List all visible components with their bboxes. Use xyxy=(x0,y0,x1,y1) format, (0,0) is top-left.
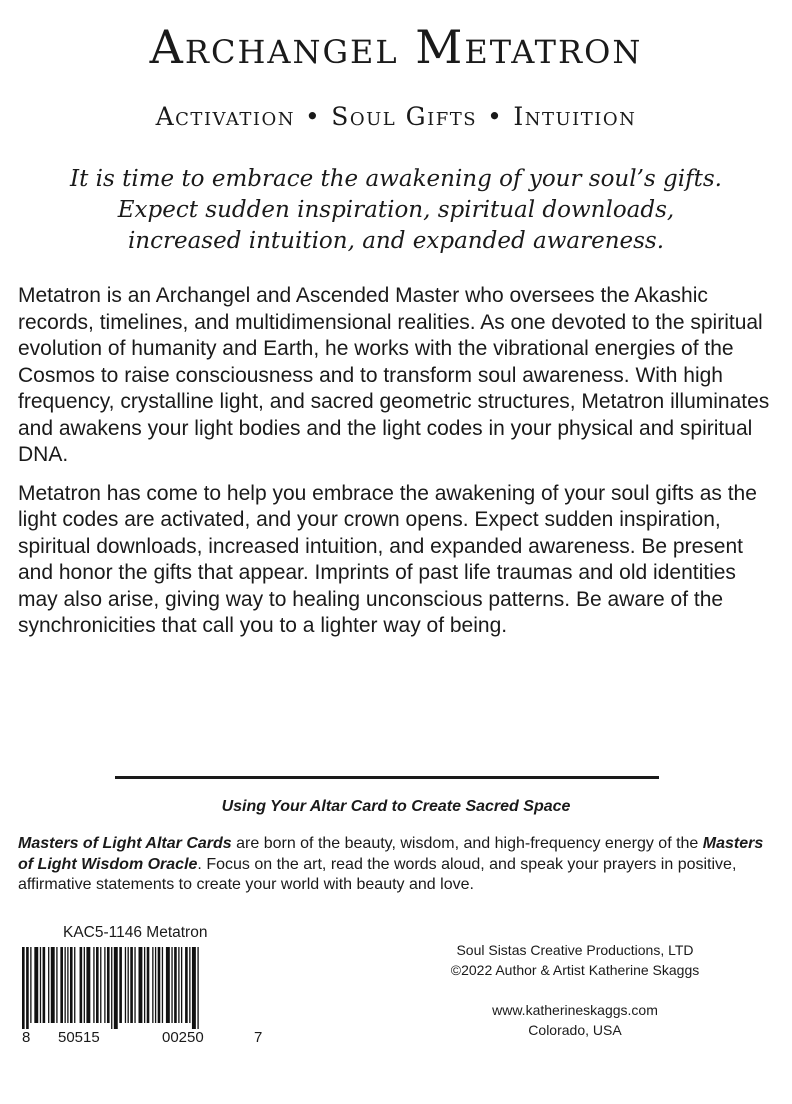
card-description xyxy=(18,283,778,652)
barcode-bar xyxy=(166,947,170,1023)
card-subtitle xyxy=(0,102,792,131)
barcode-bar xyxy=(189,947,190,1023)
barcode-bar xyxy=(174,947,177,1023)
barcode-bar xyxy=(107,947,110,1023)
barcode-bar xyxy=(152,947,153,1023)
barcode-digit-group: 50515 xyxy=(58,1029,100,1046)
publisher-info xyxy=(410,940,740,1040)
barcode-bar xyxy=(155,947,156,1023)
barcode-bar xyxy=(74,947,75,1023)
subtitle-separator: • xyxy=(487,102,504,131)
barcode-bar xyxy=(70,947,73,1023)
subtitle-item-activation: Activation xyxy=(155,102,295,131)
barcode-bar xyxy=(171,947,172,1023)
product-line-name: Masters of Light Altar Cards xyxy=(18,835,232,852)
barcode-bar xyxy=(30,947,31,1023)
publisher-website: www.katherineskaggs.com xyxy=(492,1002,658,1018)
barcode-bar xyxy=(125,947,126,1023)
barcode-bar xyxy=(158,947,161,1023)
card-title: Archangel Metatron xyxy=(149,20,643,74)
altar-card-blurb xyxy=(18,834,778,896)
barcode-bar xyxy=(114,947,118,1029)
barcode-bar xyxy=(111,947,112,1029)
barcode-bar xyxy=(130,947,133,1023)
barcode-bar xyxy=(96,947,99,1023)
barcode-digit-group: 8 xyxy=(22,1029,31,1046)
subtitle-item-soul-gifts: Soul Gifts xyxy=(331,102,478,131)
publisher-copyright: ©2022 Author & Artist Katherine Skaggs xyxy=(450,962,700,978)
barcode-bar xyxy=(128,947,129,1023)
tagline-line: It is time to embrace the awakening of your soul’s gifts. xyxy=(70,166,722,192)
barcode-bar xyxy=(60,947,63,1023)
barcode-bar xyxy=(178,947,179,1023)
publisher-location: Colorado, USA xyxy=(528,1022,622,1038)
barcode-bar xyxy=(64,947,65,1023)
barcode-bar xyxy=(22,947,25,1029)
barcode-bar xyxy=(119,947,122,1023)
barcode-bar xyxy=(104,947,105,1023)
tagline-line: Expect sudden inspiration, spiritual downloads, xyxy=(117,197,675,223)
upc-barcode xyxy=(22,947,270,1029)
barcode-bar xyxy=(162,947,163,1023)
tagline xyxy=(0,164,792,257)
description-paragraph: Metatron is an Archangel and Ascended Master who oversees the Akashic records, timelines, and multidimensional realities. As one devoted to the spiritual evolution of humanity and Earth, he works with the vibrational energies of the Cosmos to raise consciousness and to transform soul awareness. With high frequency, crystalline light, and sacred geometric structures, Metatron illuminates and awakens your light bodies and the light codes in your physical and spiritual DNA. xyxy=(18,284,770,466)
barcode-digits xyxy=(22,1029,270,1051)
tagline-line: increased intuition, and expanded awareness. xyxy=(127,228,665,254)
description-paragraph: Metatron has come to help you embrace the awakening of your soul gifts as the light codes are activated, and your crown opens. Expect sudden inspiration, spiritual downloads, increased intuition, and expanded awareness. Be present and honor the gifts that appear. Imprints of past life traumas and old identities may also arise, giving way to healing unconscious patterns. Be aware of the synchronicities that call you to a lighter way of being. xyxy=(18,481,757,637)
barcode-bar xyxy=(181,947,182,1023)
altar-card-heading: Using Your Altar Card to Create Sacred Space xyxy=(221,798,571,815)
blurb-text: . Focus on the art, read the words aloud, and speak your prayers in positive, affirmative statements to create your world with beauty and love. xyxy=(18,855,737,893)
barcode-bar xyxy=(67,947,68,1023)
product-sku: KAC5-1146 Metatron xyxy=(63,924,208,941)
publisher-company: Soul Sistas Creative Productions, LTD xyxy=(456,942,694,958)
barcode-bar xyxy=(48,947,49,1023)
barcode-digit-group: 7 xyxy=(254,1029,263,1046)
barcode-bar xyxy=(43,947,46,1023)
barcode-bar xyxy=(147,947,150,1023)
barcode-bar xyxy=(34,947,38,1023)
barcode-bar xyxy=(26,947,29,1029)
subtitle-separator: • xyxy=(304,102,322,131)
barcode-bar xyxy=(100,947,101,1023)
barcode-bar xyxy=(192,947,196,1029)
subtitle-item-intuition: Intuition xyxy=(513,102,637,131)
barcode-bar xyxy=(51,947,55,1023)
barcode-bar xyxy=(138,947,142,1023)
barcode-bar xyxy=(40,947,41,1023)
barcode-bar xyxy=(185,947,188,1023)
barcode-bar xyxy=(134,947,135,1023)
barcode-bar xyxy=(56,947,57,1023)
barcode-bar xyxy=(197,947,198,1029)
barcode-bar xyxy=(84,947,85,1023)
barcode-bar xyxy=(80,947,83,1023)
blurb-text: are born of the beauty, wisdom, and high-frequency energy of the xyxy=(231,835,703,852)
oracle-deck-name: Masters of Light Wisdom Oracle xyxy=(18,835,764,873)
barcode-bar xyxy=(86,947,90,1023)
barcode-digit-group: 00250 xyxy=(162,1029,204,1046)
barcode-bar xyxy=(93,947,94,1023)
section-divider xyxy=(115,776,659,779)
barcode-bar xyxy=(144,947,145,1023)
